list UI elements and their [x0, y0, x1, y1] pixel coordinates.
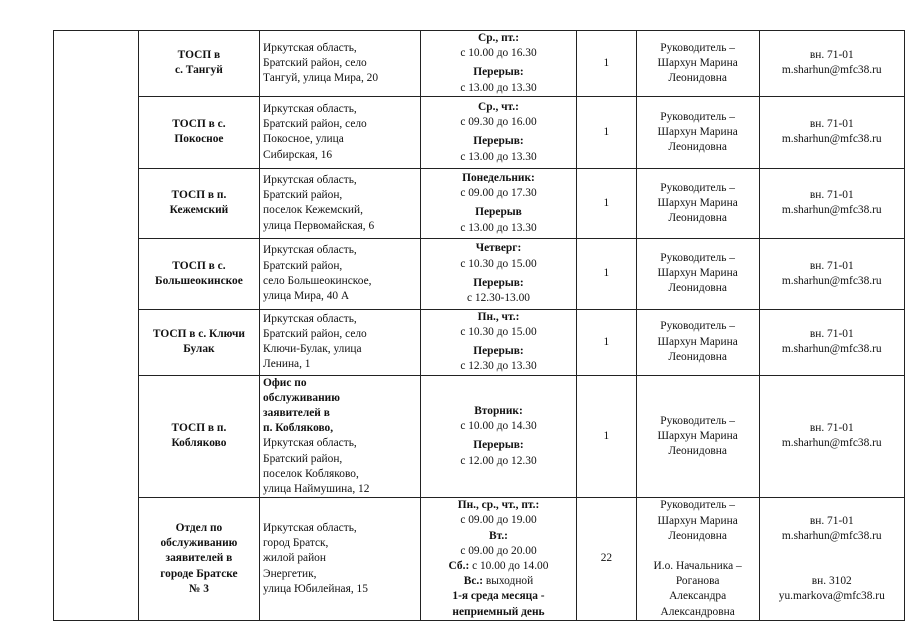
text-line: городе Братске	[160, 567, 238, 580]
schedule-segment: с 09.00 до 19.00	[460, 514, 537, 527]
text-line: Леонидовна	[668, 211, 727, 224]
text-line: вн. 71-01	[809, 328, 854, 341]
text-line: Александровна	[660, 605, 735, 618]
text-line: улица Наймушина, 12	[263, 483, 370, 496]
text-line: Ключи-Булак, улица	[263, 343, 362, 356]
text-line: Братский район, село	[263, 328, 367, 341]
contacts-cell	[759, 309, 904, 375]
office-name-cell	[138, 168, 259, 238]
schedule-segment: неприемный день	[452, 605, 545, 618]
office-name-cell	[138, 238, 259, 309]
schedule-cell	[420, 96, 576, 168]
text-line: Иркутская область,	[263, 41, 357, 54]
schedule-segment: с 09.00 до 20.00	[460, 544, 537, 557]
text-line: Руководитель –	[660, 252, 735, 264]
contacts-cell	[759, 375, 904, 498]
schedule-label: Перерыв:	[473, 439, 524, 452]
text-line: село Большеокинское,	[263, 274, 372, 287]
text-line: вн. 3102	[811, 575, 852, 588]
text-line: жилой район	[263, 552, 326, 565]
schedule-label: Ср., чт.:	[478, 100, 519, 113]
text-line: № 3	[188, 582, 209, 595]
text-line: улица Первомайская, 6	[263, 219, 375, 232]
text-line: улица Мира, 40 А	[263, 290, 350, 303]
manager-cell	[636, 375, 759, 498]
text-line: Иркутская область,	[263, 522, 357, 535]
text-line: Леонидовна	[668, 72, 727, 84]
text-line: Шархун Марина	[657, 429, 738, 442]
text-line: ТОСП в п.	[171, 422, 227, 435]
text-line: ТОСП в	[177, 49, 221, 62]
text-line: Леонидовна	[668, 529, 727, 542]
staff-count: 1	[603, 125, 610, 138]
schedule-line	[424, 589, 573, 604]
staff-count-cell	[577, 31, 637, 97]
text-line: ТОСП в с.	[172, 118, 226, 131]
spacer	[763, 559, 901, 574]
schedule-segment: Вт.:	[489, 529, 508, 542]
schedule-label: Перерыв:	[473, 66, 524, 79]
text-line: Братский район, село	[263, 56, 367, 69]
staff-count: 1	[603, 196, 610, 209]
manager-cell	[636, 498, 759, 621]
schedule-line	[424, 559, 573, 574]
text-line: Иркутская область,	[263, 173, 357, 186]
text-line: ТОСП в п.	[171, 189, 227, 202]
text-line: улица Юбилейная, 15	[263, 582, 368, 595]
contacts-cell	[759, 168, 904, 238]
address-cell	[260, 96, 421, 168]
text-line: Булак	[183, 343, 215, 356]
staff-count-cell	[577, 375, 637, 498]
staff-count: 1	[603, 335, 610, 348]
office-name-cell	[138, 498, 259, 621]
staff-count-cell	[577, 168, 637, 238]
text-line: Шархун Марина	[657, 267, 738, 280]
schedule-label: Перерыв:	[473, 345, 524, 358]
schedule-line	[424, 498, 573, 513]
staff-count: 1	[603, 267, 610, 280]
text-line: Кежемский	[169, 204, 229, 217]
text-line: вн. 71-01	[809, 49, 854, 62]
text-line: Руководитель –	[660, 41, 735, 54]
schedule-time: с 13.00 до 13.30	[460, 150, 537, 163]
schedule-time: с 10.30 до 15.00	[460, 326, 537, 339]
schedule-label: Четверг:	[475, 242, 522, 255]
text-line: m.sharhun@mfc38.ru	[781, 343, 882, 356]
schedule-time: с 12.30 до 13.30	[460, 360, 537, 373]
staff-count: 1	[603, 429, 610, 442]
address-cell	[260, 238, 421, 309]
text-line: Шархун Марина	[657, 514, 738, 527]
schedule-time: с 10.00 до 14.30	[460, 420, 537, 433]
schedule-cell	[420, 309, 576, 375]
schedule-segment: Сб.:	[448, 560, 470, 573]
staff-count: 1	[603, 56, 610, 69]
schedule-label: Вторник:	[474, 405, 523, 418]
text-line: Леонидовна	[668, 140, 727, 153]
table-row	[54, 168, 905, 238]
text-line: Руководитель –	[660, 110, 735, 123]
schedule-cell	[420, 375, 576, 498]
text-line: Иркутская область,	[263, 312, 357, 325]
text-line: Сибирская, 16	[263, 148, 333, 161]
office-name-cell	[138, 96, 259, 168]
table-row	[54, 238, 905, 309]
table-row	[54, 31, 905, 97]
text-line: Офис по	[263, 376, 307, 389]
text-line: Шархун Марина	[657, 196, 738, 209]
contacts-cell	[759, 96, 904, 168]
staff-count: 22	[600, 552, 613, 565]
text-line: Руководитель –	[660, 414, 735, 427]
address-cell	[260, 31, 421, 97]
manager-cell	[636, 309, 759, 375]
address-cell	[260, 375, 421, 498]
text-line: Отдел по	[175, 522, 223, 535]
offices-table	[53, 30, 905, 621]
text-line: Руководитель –	[660, 499, 735, 512]
text-line: Иркутская область,	[263, 244, 357, 257]
schedule-cell	[420, 238, 576, 309]
text-line: И.о. Начальника –	[653, 559, 742, 572]
empty-index-cell	[54, 31, 139, 621]
text-line: Иркутская область,	[263, 102, 357, 115]
text-line: Покосное, улица	[263, 133, 344, 146]
schedule-time: с 10.00 до 16.30	[460, 47, 537, 60]
text-line: Шархун Марина	[657, 56, 738, 69]
text-line: заявителей в	[165, 552, 233, 565]
text-line: вн. 71-01	[809, 189, 854, 202]
text-line: ТОСП в с.	[172, 259, 226, 272]
text-line: вн. 71-01	[809, 118, 854, 131]
schedule-segment: 1-я среда месяца -	[452, 590, 545, 603]
address-cell	[260, 309, 421, 375]
schedule-time: с 12.00 до 12.30	[460, 454, 537, 467]
text-line: Иркутская область,	[263, 437, 357, 450]
text-line: m.sharhun@mfc38.ru	[781, 64, 882, 77]
schedule-time: с 12.30-13.00	[467, 292, 530, 305]
text-line: yu.markova@mfc38.ru	[778, 590, 885, 603]
contacts-cell	[759, 238, 904, 309]
text-line: поселок Кобляково,	[263, 467, 359, 480]
staff-count-cell	[577, 498, 637, 621]
schedule-label: Перерыв:	[473, 276, 524, 289]
schedule-label: Пн., чт.:	[477, 310, 520, 323]
table-row	[54, 96, 905, 168]
office-name-cell	[138, 309, 259, 375]
text-line: Тангуй, улица Мира, 20	[263, 72, 379, 84]
text-line: поселок Кежемский,	[263, 204, 363, 217]
manager-cell	[636, 168, 759, 238]
schedule-cell	[420, 31, 576, 97]
table-row	[54, 498, 905, 621]
office-name-cell	[138, 31, 259, 97]
text-line: Большеокинское	[155, 274, 243, 287]
schedule-line	[424, 544, 573, 559]
text-line: город Братск,	[263, 537, 329, 550]
schedule-segment: с 10.00 до 14.00	[469, 560, 549, 573]
text-line: m.sharhun@mfc38.ru	[781, 274, 882, 287]
text-line: вн. 71-01	[809, 422, 854, 435]
manager-cell	[636, 238, 759, 309]
text-line: Руководитель –	[660, 320, 735, 333]
schedule-segment: Пн., ср., чт., пт.:	[457, 499, 540, 512]
text-line: обслуживанию	[263, 391, 340, 404]
staff-count-cell	[577, 96, 637, 168]
text-line: вн. 71-01	[809, 259, 854, 272]
schedule-time: с 13.00 до 13.30	[460, 221, 537, 234]
text-line: Александра	[669, 590, 727, 603]
schedule-time: с 10.30 до 15.00	[460, 257, 537, 270]
table-row	[54, 309, 905, 375]
address-cell	[260, 168, 421, 238]
schedule-time: с 09.00 до 17.30	[460, 187, 537, 200]
text-line: Роганова	[675, 575, 720, 588]
text-line: Шархун Марина	[657, 125, 738, 138]
schedule-line	[424, 513, 573, 528]
schedule-cell	[420, 168, 576, 238]
schedule-time: с 13.00 до 13.30	[460, 81, 537, 94]
text-line: заявителей в	[263, 407, 330, 420]
schedule-segment: выходной	[483, 575, 534, 588]
text-line: Леонидовна	[668, 445, 727, 458]
text-line: Кобляково	[171, 437, 227, 450]
contacts-cell	[759, 31, 904, 97]
schedule-cell	[420, 498, 576, 621]
text-line: обслуживанию	[160, 537, 238, 550]
manager-cell	[636, 96, 759, 168]
schedule-time: с 09.30 до 16.00	[460, 116, 537, 129]
text-line: Покосное	[174, 133, 224, 146]
text-line: Братский район, село	[263, 118, 367, 131]
schedule-label: Ср., пт.:	[477, 32, 520, 44]
staff-count-cell	[577, 309, 637, 375]
text-line: Братский район,	[263, 452, 343, 465]
text-line: Леонидовна	[668, 282, 727, 295]
text-line: Ленина, 1	[263, 358, 311, 371]
text-line: Братский район,	[263, 259, 343, 272]
staff-count-cell	[577, 238, 637, 309]
schedule-line	[424, 574, 573, 589]
address-cell	[260, 498, 421, 621]
text-line: вн. 71-01	[809, 514, 854, 527]
text-line: ТОСП в с. Ключи	[152, 328, 245, 341]
schedule-segment: Вс.:	[463, 575, 484, 588]
text-line: Шархун Марина	[657, 335, 738, 348]
manager-cell	[636, 31, 759, 97]
schedule-line	[424, 605, 573, 620]
text-line: Энергетик,	[263, 567, 317, 580]
spacer	[640, 544, 756, 559]
text-line: п. Кобляково,	[263, 422, 334, 435]
schedule-label: Понедельник:	[462, 171, 535, 184]
contacts-cell	[759, 498, 904, 621]
schedule-line	[424, 529, 573, 544]
text-line: m.sharhun@mfc38.ru	[781, 133, 882, 146]
text-line: Руководитель –	[660, 181, 735, 194]
text-line: m.sharhun@mfc38.ru	[781, 529, 882, 542]
office-name-cell	[138, 375, 259, 498]
schedule-label: Перерыв:	[473, 135, 524, 148]
text-line: m.sharhun@mfc38.ru	[781, 437, 882, 450]
offices-table-body	[54, 31, 905, 621]
schedule-label: Перерыв	[475, 206, 522, 219]
text-line: Леонидовна	[668, 350, 727, 363]
table-row	[54, 375, 905, 498]
spacer	[763, 544, 901, 559]
text-line: m.sharhun@mfc38.ru	[781, 204, 882, 217]
text-line: Братский район,	[263, 189, 343, 202]
text-line: с. Тангуй	[175, 64, 223, 77]
